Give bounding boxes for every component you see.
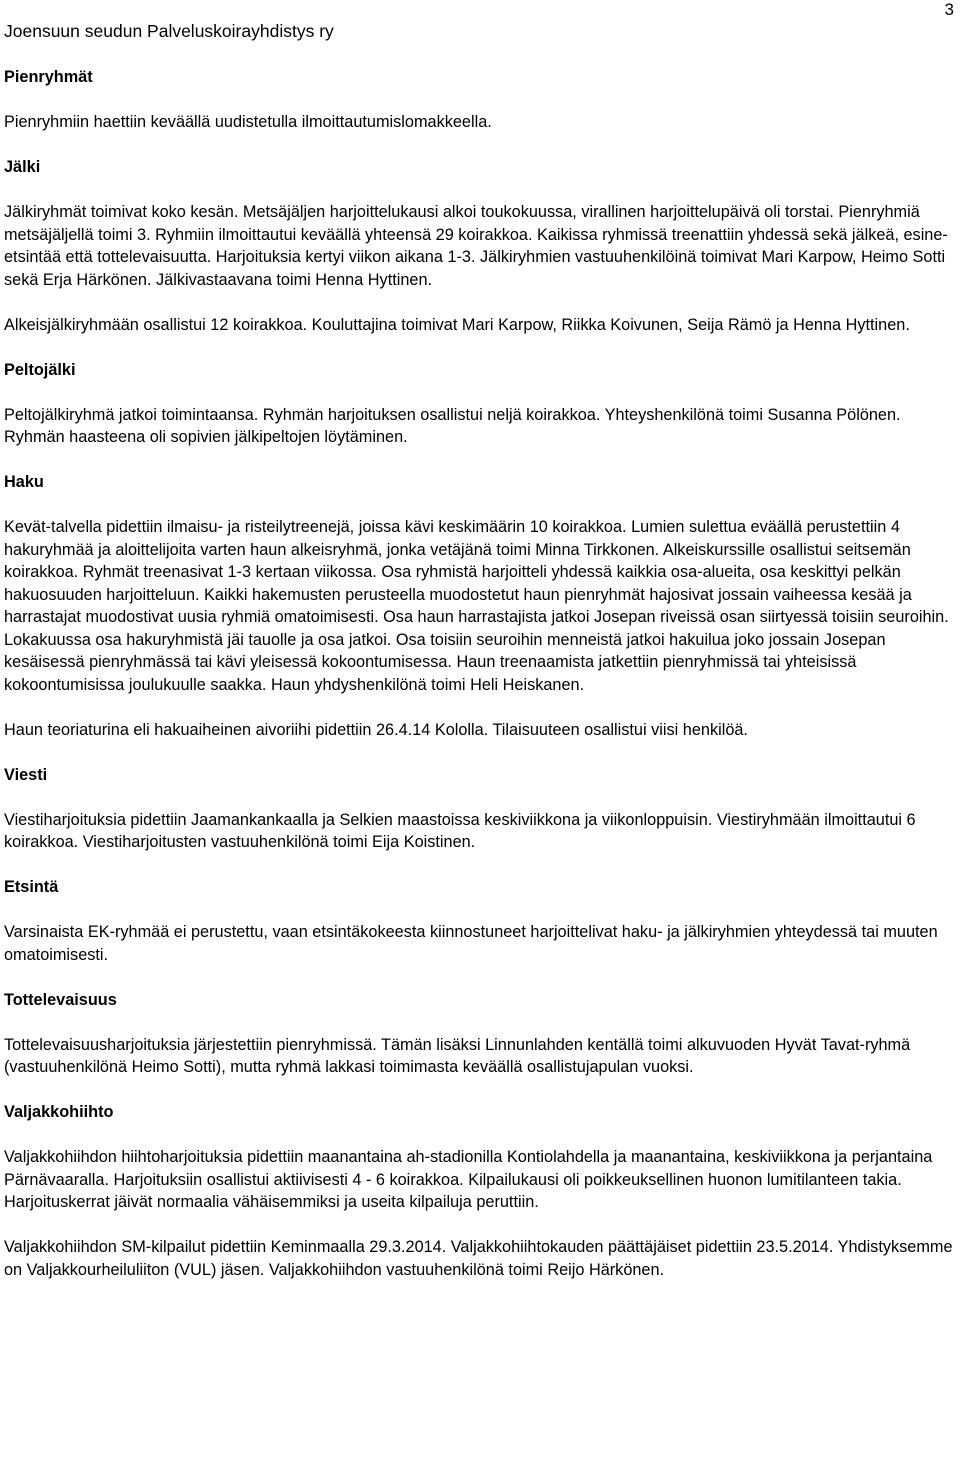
paragraph: Jälkiryhmät toimivat koko kesän. Metsäjäljen harjoittelukausi alkoi toukokuussa, virallinen harjoittelupäivä oli torstai. Pienryhmiä metsäjäljellä toimi 3. Ryhmiin ilmoittautui keväällä yhteensä 29 koirakkoa. Kaikissa ryhmissä treenattiin yhdessä sekä jälkeä, esine-etsintää että tottelevaisuutta. Harjoituksia kertyi viikon aikana 1-3. Jälkiryhmien vastuuhenkilöinä toimivat Mari Karpow, Heimo Sotti sekä Erja Härkönen. Jälkivastaavana toimi Henna Hyttinen. (4, 203, 948, 289)
section-heading-tottelevaisuus: Tottelevaisuus (4, 990, 117, 1009)
paragraph: Valjakkohiihdon SM-kilpailut pidettiin Keminmaalla 29.3.2014. Valjakkohiihtokauden päättäjäiset pidettiin 23.5.2014. Yhdistyksemme on Valjakkourheiluliiton (VUL) jäsen. Valjakkohiihdon vastuuhenkilönä toimi Reijo Härkönen. (4, 1238, 953, 1279)
paragraph: Pienryhmiin haettiin keväällä uudistetulla ilmoittautumislomakkeella. (4, 113, 492, 131)
organization-header: Joensuun seudun Palveluskoirayhdistys ry (4, 21, 334, 41)
section-heading-etsinta: Etsintä (4, 878, 59, 896)
document-body (4, 66, 954, 1281)
section-heading-jalki: Jälki (4, 158, 41, 176)
paragraph: Tottelevaisuusharjoituksia järjestettiin pienryhmissä. Tämän lisäksi Linnunlahden kentällä toimi alkuvuoden Hyvät Tavat-ryhmä (vastuuhenkilönä Heimo Sotti), mutta ryhmä lakkasi toimimasta keväällä osallistujapulan vuoksi. (4, 1035, 911, 1076)
paragraph: Peltojälkiryhmä jatkoi toimintaansa. Ryhmän harjoituksen osallistui neljä koirakkoa. Yhteyshenkilönä toimi Susanna Pölönen. Ryhmän haasteena oli sopivien jälkipeltojen löytäminen. (4, 405, 901, 446)
page-number: 3 (944, 0, 954, 19)
paragraph: Viestiharjoituksia pidettiin Jaamankankaalla ja Selkien maastoissa keskiviikkona ja viikonloppuisin. Viestiryhmään ilmoittautui 6 koirakkoa. Viestiharjoitusten vastuuhenkilönä toimi Eija Koistinen. (4, 810, 916, 851)
section-heading-haku: Haku (4, 473, 44, 491)
paragraph: Valjakkohiihdon hiihtoharjoituksia pidettiin maanantaina ah-stadionilla Kontiolahdella ja maanantaina, keskiviikkona ja perjantaina Pärnävaaralla. Harjoituksiin osallistui aktiivisesti 4 - 6 koirakkoa. Kilpailukausi oli poikkeuksellinen huonon lumitilanteen takia. Harjoituskerrat jäivät normaalia vähäisemmiksi ja useita kilpailuja peruttiin. (4, 1148, 933, 1211)
paragraph: Alkeisjälkiryhmään osallistui 12 koirakkoa. Kouluttajina toimivat Mari Karpow, Riikka Koivunen, Seija Rämö ja Henna Hyttinen. (4, 315, 910, 334)
section-heading-pienryhmat: Pienryhmät (4, 68, 93, 86)
section-heading-viesti: Viesti (4, 765, 48, 784)
paragraph: Varsinaista EK-ryhmää ei perustettu, vaan etsintäkokeesta kiinnostuneet harjoittelivat haku- ja jälkiryhmien yhteydessä tai muuten omatoimisesti. (4, 923, 938, 964)
paragraph: Kevät-talvella pidettiin ilmaisu- ja risteilytreenejä, joissa kävi keskimäärin 10 koirakkoa. Lumien sulettua eväällä perustettiin 4 hakuryhmää ja aloittelijoita varten haun alkeisryhmä, jonka vetäjänä toimi Minna Tirkkonen. Alkeiskurssille osallistui seitsemän koirakkoa. Ryhmät treenasivat 1-3 kertaan viikossa. Osa ryhmistä harjoitteli yhdessä kaikkia osa-alueita, osa keskittyi pelkän hakuosuuden harjoitteluun. Kaikki hakemusten perusteella muodostetut haun pienryhmät hajosivat jossain vaiheessa kesää ja harrastajat muodostivat uusia ryhmiä omatoimisesti. Osa haun harrastajista jatkoi Josepan riveissä osan siirtyessä toisiin seuroihin. Lokakuussa osa hakuryhmistä jäi tauolle ja osa jatkoi. Osa toisiin seuroihin menneistä jatkoi hakuilua joko jossain Josepan kesäisessä pienryhmässä tai kävi yleisessä kokoontumisessa. Haun treenaamista jatkettiin pienryhmissä tai yhteisissä kokoontumisissa joulukuulle saakka. Haun yhdyshenkilönä toimi Heli Heiskanen. (4, 518, 949, 694)
section-heading-peltojalki: Peltojälki (4, 360, 76, 379)
section-heading-valjakkohiihto: Valjakkohiihto (4, 1103, 114, 1121)
paragraph: Haun teoriaturina eli hakuaiheinen aivoriihi pidettiin 26.4.14 Kololla. Tilaisuuteen osallistui viisi henkilöä. (4, 720, 748, 739)
